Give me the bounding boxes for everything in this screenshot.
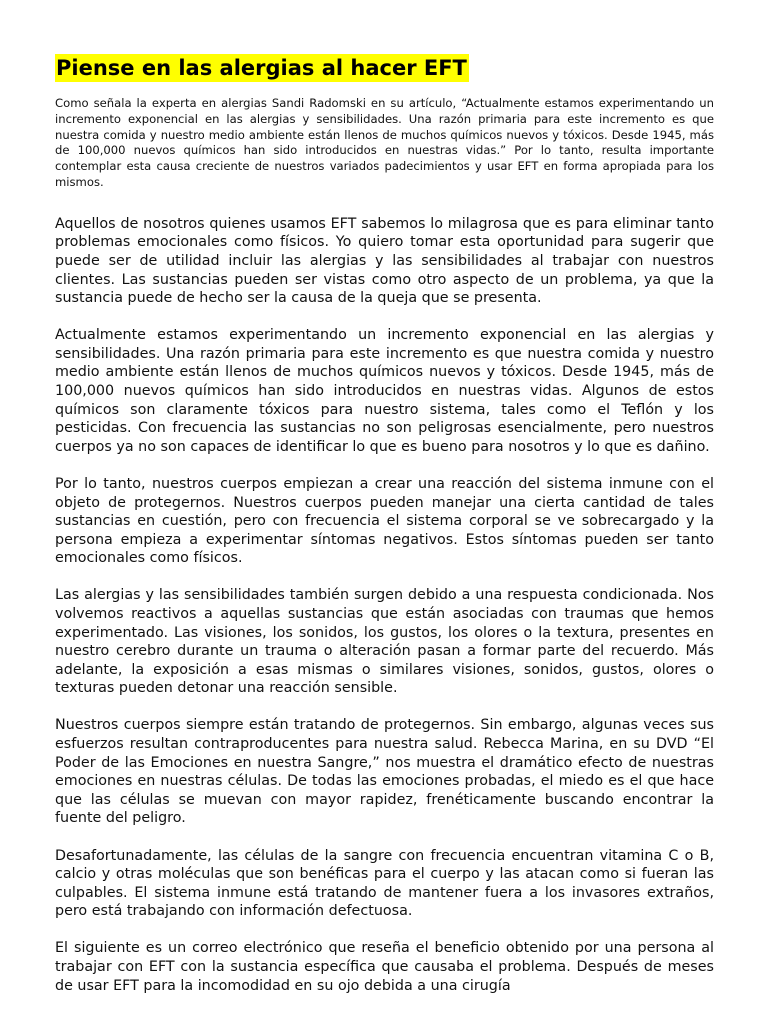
body-paragraph-3: Por lo tanto, nuestros cuerpos empiezan a crear una reacción del sistema inmune con el objeto de protegernos. Nuestros cuerpos pueden manejar una cierta cantidad de tales sustancias en cuestión, pero con frecuencia el sistema corporal se ve sobrecargado y la persona empieza a experimentar síntomas negativos. Estos síntomas pueden ser tanto emocionales como físicos. [55, 475, 714, 567]
body-paragraph-4: Las alergias y las sensibilidades también surgen debido a una respuesta condicionada. Nos volvemos reactivos a aquellas sustancias que están asociadas con traumas que hemos experimentado. Las visiones, los sonidos, los gustos, los olores o la textura, presentes en nuestro cerebro durante un trauma o alteración pasan a formar parte del recuerdo. Más adelante, la exposición a esas mismas o similares visiones, sonidos, gustos, olores o texturas pueden detonar una reacción sensible. [55, 587, 714, 697]
document-title: Piense en las alergias al hacer EFT [56, 56, 467, 80]
body-paragraph-7: El siguiente es un correo electrónico que reseña el beneficio obtenido por una persona al trabajar con EFT con la sustancia específica que causaba el problema. Después de meses de usar EFT para la incomodidad en su ojo debida a una cirugía [55, 940, 714, 994]
document-page [55, 54, 714, 1014]
body-paragraph-1: Aquellos de nosotros quienes usamos EFT sabemos lo milagrosa que es para eliminar tanto problemas emocionales como físicos. Yo quiero tomar esta oportunidad para sugerir que puede ser de utilidad incluir las alergias y las sensibilidades al trabajar con nuestros clientes. Las sustancias pueden ser vistas como otro aspecto de un problema, ya que la sustancia puede de hecho ser la causa de la queja que se presenta. [55, 215, 714, 307]
body-paragraph-5: Nuestros cuerpos siempre están tratando de protegernos. Sin embargo, algunas veces sus esfuerzos resultan contraproducentes para nuestra salud. Rebecca Marina, en su DVD “El Poder de las Emociones en nuestra Sangre,” nos muestra el dramático efecto de nuestras emociones en nuestras células. De todas las emociones probadas, el miedo es el que hace que las células se muevan con mayor rapidez, frenéticamente buscando encontrar la fuente del peligro. [55, 717, 714, 827]
intro-paragraph: Como señala la experta en alergias Sandi Radomski en su artículo, “Actualmente estamos experimentando un incremento exponencial en las alergias y sensibilidades. Una razón primaria para este incremento es que nuestra comida y nuestro medio ambiente están llenos de muchos químicos nuevos y tóxicos. Desde 1945, más de 100,000 nuevos químicos han sido introducidos en nuestras vidas.” Por lo tanto, resulta importante contemplar esta causa creciente de nuestros variados padecimientos y usar EFT en forma apropiada para los mismos. [55, 96, 714, 189]
body-paragraph-6: Desafortunadamente, las células de la sangre con frecuencia encuentran vitamina C o B, calcio y otras moléculas que son benéficas para el cuerpo y las atacan como si fueran las culpables. El sistema inmune está tratando de mantener fuera a los invasores extraños, pero está trabajando con información defectuosa. [55, 847, 714, 920]
body-paragraph-2: Actualmente estamos experimentando un incremento exponencial en las alergias y sensibilidades. Una razón primaria para este incremento es que nuestra comida y nuestro medio ambiente están llenos de muchos químicos nuevos y tóxicos. Desde 1945, más de 100,000 nuevos químicos han sido introducidos en nuestras vidas. Algunos de estos químicos son claramente tóxicos para nuestro sistema, tales como el Teflón y los pesticidas. Con frecuencia las sustancias no son peligrosas esencialmente, pero nuestros cuerpos ya no son capaces de identificar lo que es bueno para nosotros y lo que es dañino. [55, 327, 714, 455]
